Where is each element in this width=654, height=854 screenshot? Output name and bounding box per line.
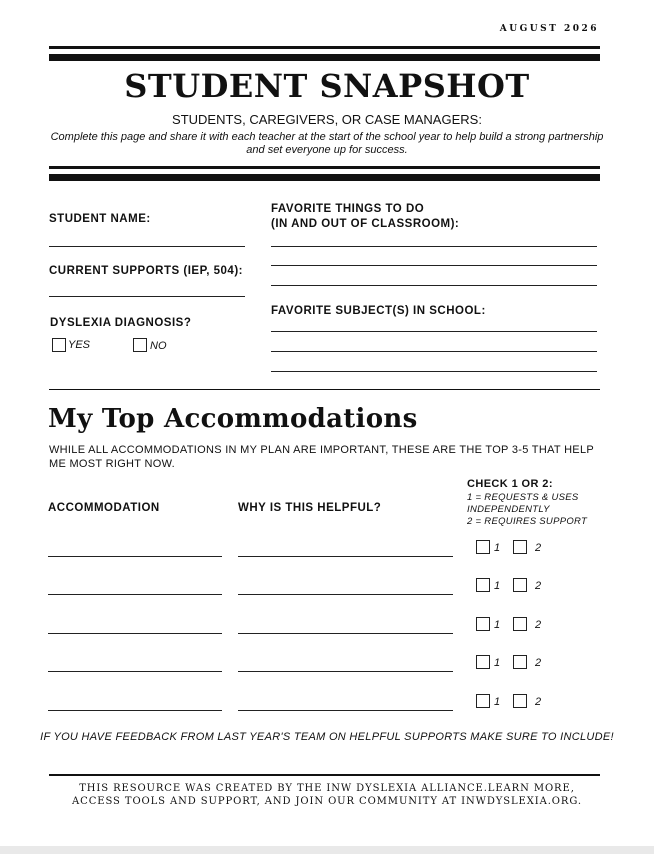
header-thin-bar (49, 166, 600, 169)
option-2-label: 2 (535, 542, 542, 554)
footer-credit (0, 782, 654, 808)
why-helpful-field[interactable] (238, 671, 453, 672)
accommodation-field[interactable] (48, 556, 222, 557)
accommodation-column-header: ACCOMMODATION (48, 502, 160, 514)
footer-line-1: THIS RESOURCE WAS CREATED BY THE INW DYSLEXIA ALLIANCE.LEARN MORE, (79, 783, 575, 794)
top-thick-bar (49, 54, 600, 61)
favorite-subjects-line-3[interactable] (271, 371, 597, 372)
why-helpful-field[interactable] (238, 594, 453, 595)
current-supports-label: CURRENT SUPPORTS (IEP, 504): (49, 265, 243, 277)
accommodations-title: My Top Accommodations (48, 404, 418, 434)
favorite-subjects-label: FAVORITE SUBJECT(S) IN SCHOOL: (271, 305, 486, 317)
option-2-label: 2 (535, 696, 542, 708)
option-2-checkbox[interactable] (513, 617, 527, 631)
accommodation-field[interactable] (48, 594, 222, 595)
no-checkbox[interactable] (133, 338, 147, 352)
option-2-label: 2 (535, 619, 542, 631)
accommodation-field[interactable] (48, 710, 222, 711)
option-2-label: 2 (535, 657, 542, 669)
why-helpful-field[interactable] (238, 633, 453, 634)
option-2-checkbox[interactable] (513, 655, 527, 669)
page-subtitle: STUDENTS, CAREGIVERS, OR CASE MANAGERS: (172, 112, 482, 127)
accommodations-note: WHILE ALL ACCOMMODATIONS IN MY PLAN ARE IMPORTANT, THESE ARE THE TOP 3-5 THAT HELP ME MOST RIGHT NOW. (49, 444, 594, 470)
no-option-label: NO (150, 340, 167, 352)
section-divider (49, 389, 600, 390)
favorite-things-line-2[interactable] (271, 265, 597, 266)
favorite-subjects-line-2[interactable] (271, 351, 597, 352)
favorite-things-label-line2: (IN AND OUT OF CLASSROOM): (271, 218, 460, 230)
footer-divider (49, 774, 600, 776)
why-helpful-field[interactable] (238, 710, 453, 711)
option-2-checkbox[interactable] (513, 540, 527, 554)
favorite-things-line-1[interactable] (271, 246, 597, 247)
option-1-label: 1 (494, 542, 501, 554)
legend-option-1-line2: INDEPENDENTLY (467, 504, 550, 515)
accommodation-field[interactable] (48, 633, 222, 634)
option-1-label: 1 (494, 696, 501, 708)
option-2-checkbox[interactable] (513, 578, 527, 592)
instructions-text: Complete this page and share it with each teacher at the start of the school year to help build a strong partnership and set everyone up for success. (50, 131, 604, 156)
legend-option-1-line1: 1 = REQUESTS & USES (467, 492, 579, 503)
option-1-checkbox[interactable] (476, 578, 490, 592)
option-1-label: 1 (494, 580, 501, 592)
option-1-checkbox[interactable] (476, 694, 490, 708)
student-name-field[interactable] (49, 246, 245, 247)
top-thin-bar (49, 46, 600, 49)
page-title: STUDENT SNAPSHOT (124, 67, 530, 105)
feedback-note: IF YOU HAVE FEEDBACK FROM LAST YEAR'S TEAM ON HELPFUL SUPPORTS MAKE SURE TO INCLUDE! (40, 731, 614, 743)
option-1-checkbox[interactable] (476, 540, 490, 554)
favorite-things-line-3[interactable] (271, 285, 597, 286)
option-2-label: 2 (535, 580, 542, 592)
why-helpful-column-header: WHY IS THIS HELPFUL? (238, 502, 382, 514)
favorite-subjects-line-1[interactable] (271, 331, 597, 332)
option-1-checkbox[interactable] (476, 655, 490, 669)
yes-checkbox[interactable] (52, 338, 66, 352)
footer-line-2: ACCESS TOOLS AND SUPPORT, AND JOIN OUR COMMUNITY AT INWDYSLEXIA.ORG. (72, 796, 582, 807)
option-1-checkbox[interactable] (476, 617, 490, 631)
accommodation-field[interactable] (48, 671, 222, 672)
option-1-label: 1 (494, 657, 501, 669)
option-2-checkbox[interactable] (513, 694, 527, 708)
date-label: AUGUST 2026 (499, 24, 599, 34)
check-column-header: CHECK 1 OR 2: (467, 478, 553, 490)
dyslexia-diagnosis-label: DYSLEXIA DIAGNOSIS? (50, 317, 192, 329)
option-1-label: 1 (494, 619, 501, 631)
yes-option-label: YES (68, 339, 91, 351)
student-name-label: STUDENT NAME: (49, 213, 151, 225)
header-thick-bar (49, 174, 600, 181)
current-supports-field[interactable] (49, 296, 245, 297)
legend-option-2: 2 = REQUIRES SUPPORT (467, 516, 588, 527)
favorite-things-label-line1: FAVORITE THINGS TO DO (271, 203, 425, 215)
why-helpful-field[interactable] (238, 556, 453, 557)
